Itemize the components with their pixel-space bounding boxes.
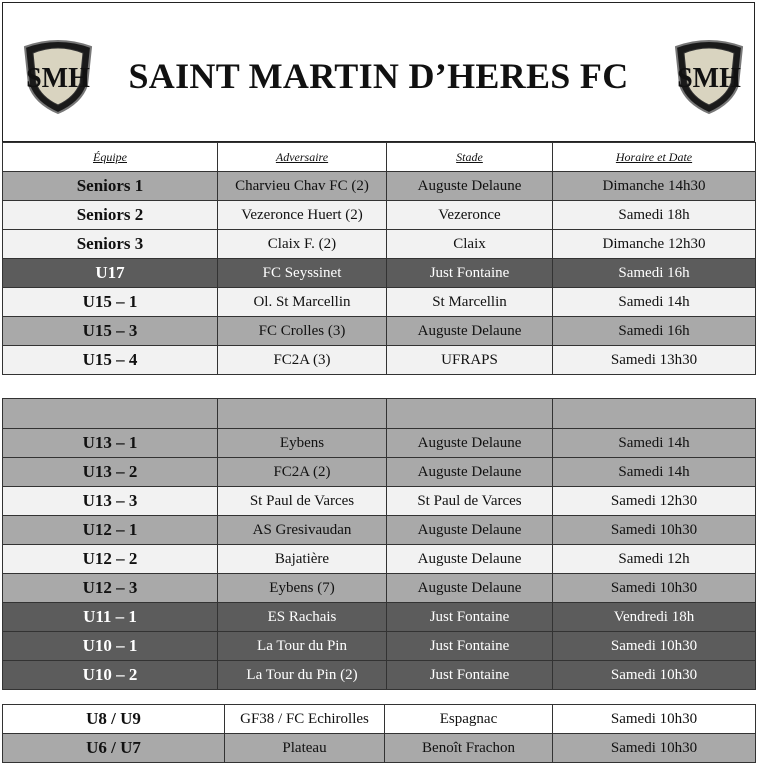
column-header-stadium: Stade	[387, 143, 553, 172]
opponent-cell: Vezeronce Huert (2)	[218, 201, 387, 230]
time-cell: Samedi 12h	[553, 545, 756, 574]
time-cell: Samedi 10h30	[553, 574, 756, 603]
stadium-cell: Auguste Delaune	[387, 172, 553, 201]
stadium-cell: St Paul de Varces	[387, 487, 553, 516]
column-header-time: Horaire et Date	[553, 143, 756, 172]
table-row	[3, 346, 756, 375]
column-header-opponent: Adversaire	[218, 143, 387, 172]
stadium-cell: Vezeronce	[387, 201, 553, 230]
team-cell: U8 / U9	[3, 705, 225, 734]
opponent-cell: Eybens (7)	[218, 574, 387, 603]
section-separator-row	[3, 399, 756, 429]
team-cell: Seniors 1	[3, 172, 218, 201]
team-cell: U15 – 4	[3, 346, 218, 375]
column-header-team: Équipe	[3, 143, 218, 172]
opponent-cell: Bajatière	[218, 545, 387, 574]
time-cell: Samedi 16h	[553, 259, 756, 288]
table-row	[3, 632, 756, 661]
time-cell: Samedi 16h	[553, 317, 756, 346]
table-row	[3, 288, 756, 317]
time-cell: Samedi 13h30	[553, 346, 756, 375]
team-cell: U13 – 2	[3, 458, 218, 487]
time-cell: Samedi 10h30	[553, 516, 756, 545]
team-cell: U15 – 3	[3, 317, 218, 346]
separator-cell	[553, 399, 756, 429]
time-cell: Vendredi 18h	[553, 603, 756, 632]
time-cell: Samedi 10h30	[553, 661, 756, 690]
opponent-cell: Eybens	[218, 429, 387, 458]
team-cell: U15 – 1	[3, 288, 218, 317]
svg-text:SMH: SMH	[26, 63, 90, 94]
separator-cell	[218, 399, 387, 429]
opponent-cell: FC2A (2)	[218, 458, 387, 487]
team-cell: U12 – 1	[3, 516, 218, 545]
stadium-cell: Auguste Delaune	[387, 317, 553, 346]
opponent-cell: FC Crolles (3)	[218, 317, 387, 346]
svg-text:SMH: SMH	[677, 63, 741, 94]
table-row	[3, 429, 756, 458]
stadium-cell: Auguste Delaune	[387, 429, 553, 458]
page-title: SAINT MARTIN D’HERES FC	[128, 56, 629, 96]
stadium-cell: Just Fontaine	[387, 259, 553, 288]
stadium-cell: Auguste Delaune	[387, 545, 553, 574]
opponent-cell: Plateau	[225, 734, 385, 763]
opponent-cell: Claix F. (2)	[218, 230, 387, 259]
table-row	[3, 259, 756, 288]
time-cell: Samedi 18h	[553, 201, 756, 230]
opponent-cell: ES Rachais	[218, 603, 387, 632]
opponent-cell: GF38 / FC Echirolles	[225, 705, 385, 734]
table-row	[3, 487, 756, 516]
stadium-cell: Just Fontaine	[387, 661, 553, 690]
table-row	[3, 230, 756, 259]
stadium-cell: Espagnac	[385, 705, 553, 734]
opponent-cell: FC Seyssinet	[218, 259, 387, 288]
opponent-cell: AS Gresivaudan	[218, 516, 387, 545]
time-cell: Samedi 12h30	[553, 487, 756, 516]
team-cell: U13 – 3	[3, 487, 218, 516]
time-cell: Samedi 10h30	[553, 705, 756, 734]
time-cell: Samedi 14h	[553, 458, 756, 487]
team-cell: U17	[3, 259, 218, 288]
stadium-cell: Just Fontaine	[387, 632, 553, 661]
team-cell: U6 / U7	[3, 734, 225, 763]
header-banner	[2, 2, 755, 142]
opponent-cell: Ol. St Marcellin	[218, 288, 387, 317]
table-header-row	[3, 143, 756, 172]
time-cell: Dimanche 14h30	[553, 172, 756, 201]
table-row	[3, 201, 756, 230]
stadium-cell: Benoît Frachon	[385, 734, 553, 763]
table-row	[3, 172, 756, 201]
team-cell: U10 – 2	[3, 661, 218, 690]
separator-cell	[387, 399, 553, 429]
table-row	[3, 458, 756, 487]
time-cell: Samedi 14h	[553, 429, 756, 458]
opponent-cell: St Paul de Varces	[218, 487, 387, 516]
team-cell: U10 – 1	[3, 632, 218, 661]
table-row	[3, 516, 756, 545]
stadium-cell: Just Fontaine	[387, 603, 553, 632]
stadium-cell: Auguste Delaune	[387, 574, 553, 603]
table-row	[3, 317, 756, 346]
team-cell: Seniors 3	[3, 230, 218, 259]
schedule-table-seniors	[2, 142, 756, 375]
stadium-cell: Auguste Delaune	[387, 458, 553, 487]
club-crest-icon	[672, 37, 746, 115]
opponent-cell: FC2A (3)	[218, 346, 387, 375]
stadium-cell: Claix	[387, 230, 553, 259]
stadium-cell: UFRAPS	[387, 346, 553, 375]
opponent-cell: La Tour du Pin (2)	[218, 661, 387, 690]
separator-cell	[3, 399, 218, 429]
time-cell: Samedi 14h	[553, 288, 756, 317]
table-row	[3, 661, 756, 690]
team-cell: U11 – 1	[3, 603, 218, 632]
schedule-table-youth	[2, 398, 756, 690]
table-row	[3, 705, 756, 734]
opponent-cell: Charvieu Chav FC (2)	[218, 172, 387, 201]
time-cell: Samedi 10h30	[553, 632, 756, 661]
table-row	[3, 603, 756, 632]
team-cell: Seniors 2	[3, 201, 218, 230]
team-cell: U12 – 2	[3, 545, 218, 574]
table-row	[3, 734, 756, 763]
time-cell: Dimanche 12h30	[553, 230, 756, 259]
team-cell: U12 – 3	[3, 574, 218, 603]
stadium-cell: Auguste Delaune	[387, 516, 553, 545]
schedule-table-kids	[2, 704, 756, 763]
table-row	[3, 574, 756, 603]
stadium-cell: St Marcellin	[387, 288, 553, 317]
time-cell: Samedi 10h30	[553, 734, 756, 763]
opponent-cell: La Tour du Pin	[218, 632, 387, 661]
table-row	[3, 545, 756, 574]
team-cell: U13 – 1	[3, 429, 218, 458]
